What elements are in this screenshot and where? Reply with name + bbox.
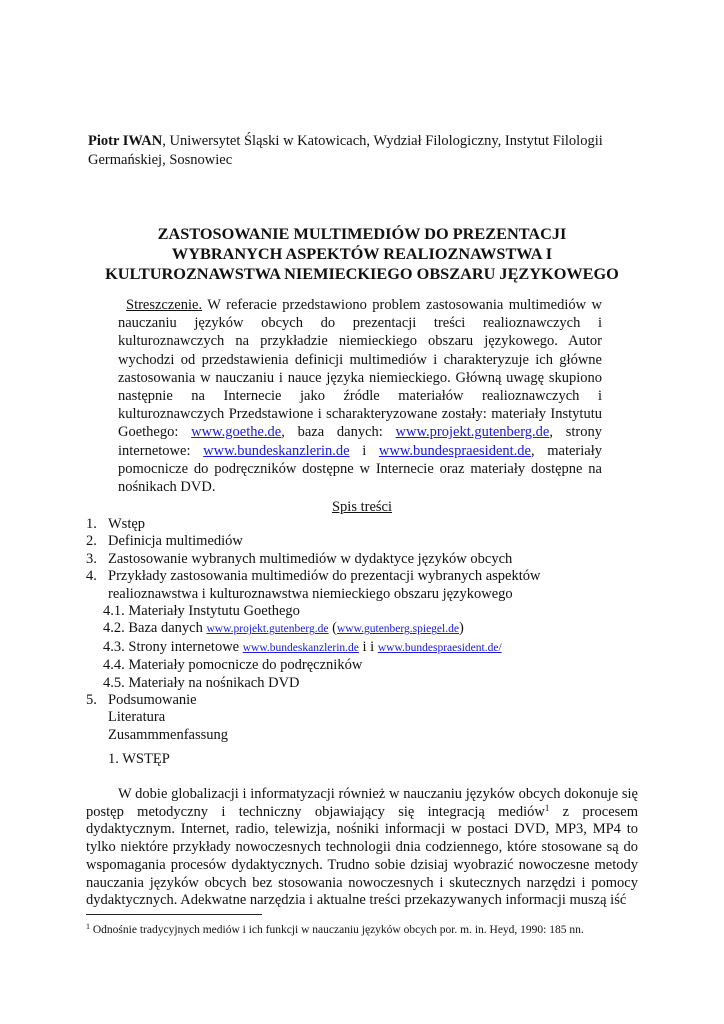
toc-num: 3.	[86, 550, 97, 567]
abstract-text-2: , baza danych:	[281, 424, 396, 441]
abstract-text-4: i	[349, 442, 379, 459]
toc-label: Wstęp	[108, 516, 146, 532]
toc-item-5	[86, 692, 646, 709]
table-of-contents	[86, 516, 646, 744]
footnote-divider	[86, 914, 262, 915]
toc-zusammenfassung: Zusammmenfassung	[108, 726, 229, 743]
link-projekt-gutenberg[interactable]: www.projekt.gutenberg.de	[206, 623, 329, 636]
toc-paren: (	[328, 620, 337, 637]
title-line-2: WYBRANYCH ASPEKTÓW REALIOZNAWSTWA I	[171, 244, 553, 263]
toc-item-4	[86, 568, 646, 585]
author-name: Piotr IWAN	[88, 133, 163, 149]
toc-num: 4.	[86, 568, 97, 585]
toc-sub-4-5: 4.5. Materiały na nośnikach DVD	[103, 674, 300, 691]
toc-sub-4-4: 4.4. Materiały pomocnicze do podręczników	[103, 657, 363, 674]
section-body	[86, 786, 638, 910]
toc-num: 5.	[86, 692, 97, 709]
toc-item-3	[86, 551, 646, 568]
link-bundespraesident-toc[interactable]: www.bundespraesident.de/	[377, 641, 502, 654]
body-text-a: W dobie globalizacji i informatyzacji również w nauczaniu języków obcych dokonuje się postęp metodyczny i techniczny objawiający się integracją mediów	[86, 786, 638, 820]
link-bundeskanzlerin-toc[interactable]: www.bundeskanzlerin.de	[242, 641, 359, 654]
author-affiliation-cont: Germańskiej, Sosnowiec	[88, 152, 233, 168]
title-line-1: ZASTOSOWANIE MULTIMEDIÓW DO PREZENTACJI	[157, 224, 567, 243]
author-line	[88, 132, 648, 170]
toc-title: Spis treści	[331, 499, 392, 515]
link-gutenberg-spiegel[interactable]: www.gutenberg.spiegel.de	[336, 623, 459, 636]
toc-item-1	[86, 516, 646, 533]
abstract-text-5: , materiały pomocnicze do podręczników dostępne w Internecie oraz materiały dostępne na nośnikach DVD.	[118, 442, 602, 496]
toc-paren: )	[458, 620, 464, 637]
toc-item-4-cont: realioznawstwa i kulturoznawstwa niemieckiego obszaru językowego	[108, 585, 513, 602]
footnote-text: Odnośnie tradycyjnych mediów i ich funkcji w nauczaniu języków obcych por. m. in. Heyd, 1990: 185 nn.	[90, 924, 584, 936]
toc-label: 4.2. Baza danych	[103, 620, 207, 637]
toc-label: 4.3. Strony internetowe	[103, 638, 243, 655]
toc-sub-4-1: 4.1. Materiały Instytutu Goethego	[103, 603, 300, 620]
title-line-3: KULTUROZNAWSTWA NIEMIECKIEGO OBSZARU JĘZYKOWEGO	[105, 264, 619, 283]
toc-conj: i i	[358, 638, 378, 655]
link-goethe[interactable]: www.goethe.de	[191, 424, 282, 441]
section-heading: 1. WSTĘP	[108, 751, 170, 767]
abstract	[118, 296, 602, 496]
abstract-text-3: , strony internetowe:	[118, 424, 602, 459]
toc-num: 1.	[86, 516, 97, 532]
toc-num: 2.	[86, 533, 97, 550]
toc-sub-4-3	[86, 639, 646, 657]
abstract-label: Streszczenie.	[126, 297, 203, 313]
abstract-text: W referacie przedstawiono problem zastosowania multimediów w nauczaniu języków obcych do prezentacji treści realioznawczych i kulturoznawczych na przykładzie niemieckiego obszaru językowego. Autor wychodzi od przedstawienia definicji multimediów i charakteryzuje ich główne zastosowania w nauczaniu i nauce języka niemieckiego. Główną uwagę skupiono następnie na Internecie jako źródle materiałów realioznawczych i kulturoznawczych Przedstawione i scharakteryzowane zostały: materiały Instytutu Goethego:	[118, 297, 602, 441]
author-affiliation: , Uniwersytet Śląski w Katowicach, Wydział Filologiczny, Instytut Filologii	[162, 133, 603, 149]
toc-literatura: Literatura	[108, 709, 166, 726]
toc-label: Przykłady zastosowania multimediów do prezentacji wybranych aspektów	[108, 568, 541, 585]
toc-label: Podsumowanie	[108, 692, 197, 709]
toc-label: Zastosowanie wybranych multimediów w dydaktyce języków obcych	[108, 550, 513, 567]
toc-item-2	[86, 533, 646, 550]
footnote	[86, 920, 646, 937]
toc-label: Definicja multimediów	[108, 533, 243, 550]
toc-sub-4-2	[86, 620, 646, 638]
link-bundeskanzlerin[interactable]: www.bundeskanzlerin.de	[203, 442, 350, 459]
body-text-b: z procesem dydaktycznym. Internet, radio, telewizja, nośniki informacji w postaci DVD, MP3, MP4 to tylko niektóre przykłady nowoczesnych technologii dnia codziennego, które stosowane są do wspomagania procesów dydaktycznych. Trudno sobie dzisiaj wyobrazić nowoczesne metody nauczania języków obcych bez stosowania nowoczesnych i skutecznych narzędzi i pomocy dydaktycznych. Adekwatne narzędzia i aktualne treści przekazywanych informacji muszą iść	[86, 803, 638, 909]
footnote-ref[interactable]: 1	[544, 802, 550, 813]
link-bundespraesident[interactable]: www.bundespraesident.de	[378, 442, 531, 459]
footnote-number: 1	[86, 922, 90, 931]
paper-title	[60, 224, 664, 284]
link-gutenberg[interactable]: www.projekt.gutenberg.de	[395, 424, 550, 441]
